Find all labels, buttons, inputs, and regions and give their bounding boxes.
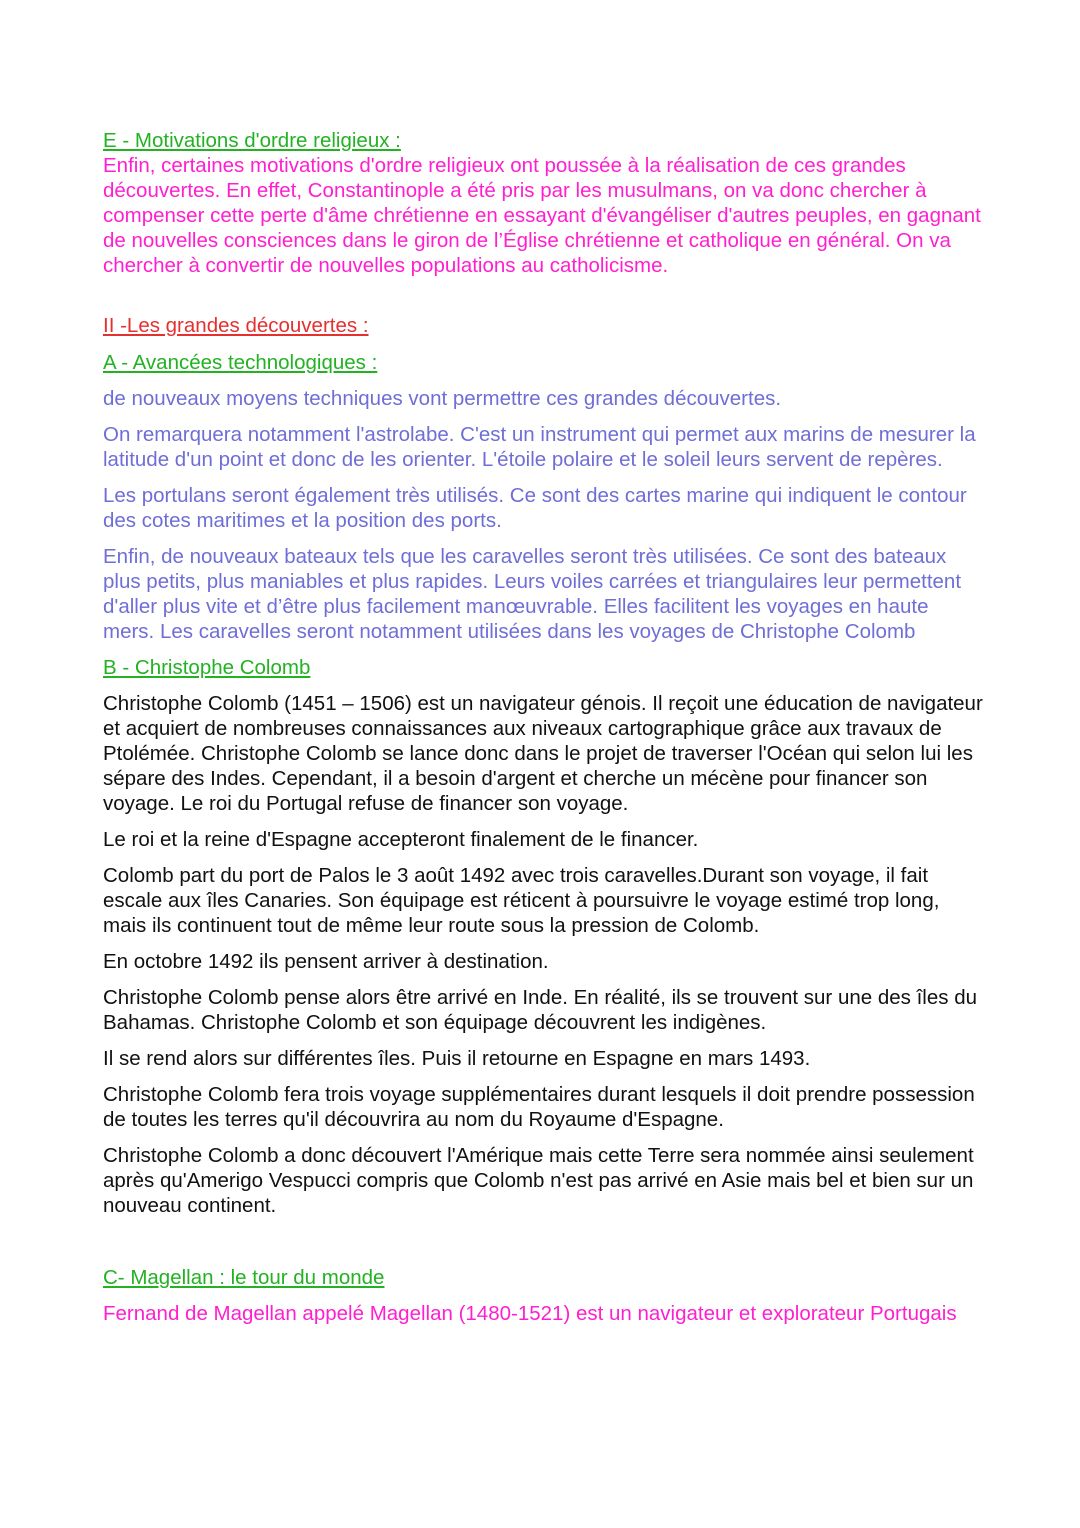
section-a-heading: A - Avancées technologiques : (103, 351, 378, 374)
section-b-paragraph-5: Christophe Colomb pense alors être arrivé en Inde. En réalité, ils se trouvent sur une des îles du Bahamas. Christophe Colomb et son équipage découvrent les indigènes. (103, 986, 977, 1034)
section-b-paragraph-8: Christophe Colomb a donc découvert l'Amérique mais cette Terre sera nommée ainsi seulement après qu'Amerigo Vespucci compris que Colomb n'est pas arrivé en Asie mais bel et bien sur un nouveau continent. (103, 1144, 974, 1217)
document-page (103, 128, 983, 1326)
section-b-paragraph-2: Le roi et la reine d'Espagne accepteront finalement de le financer. (103, 828, 699, 851)
section-a-paragraph-1: de nouveaux moyens techniques vont permettre ces grandes découvertes. (103, 387, 782, 410)
section-e-heading: E - Motivations d'ordre religieux : (103, 129, 401, 152)
section-b-paragraph-1: Christophe Colomb (1451 – 1506) est un navigateur génois. Il reçoit une éducation de navigateur et acquiert de nombreuses connaissances aux niveaux cartographique grâce aux travaux de Ptolémée. Christophe Colomb se lance donc dans le projet de traverser l'Océan qui selon lui les sépare des Indes. Cependant, il a besoin d'argent et cherche un mécène pour financer son voyage. Le roi du Portugal refuse de financer son voyage. (103, 692, 983, 815)
section-a-paragraph-4: Enfin, de nouveaux bateaux tels que les caravelles seront très utilisées. Ce sont des bateaux plus petits, plus maniables et plus rapides. Leurs voiles carrées et triangulaires leur permettent d'aller plus vite et d’être plus facilement manœuvrable. Elles facilitent les voyages en haute mers. Les caravelles seront notamment utilisées dans les voyages de Christophe Colomb (103, 545, 962, 643)
section-b-paragraph-7: Christophe Colomb fera trois voyage supplémentaires durant lesquels il doit prendre possession de toutes les terres qu'il découvrira au nom du Royaume d'Espagne. (103, 1083, 975, 1131)
section-e-paragraph: Enfin, certaines motivations d'ordre religieux ont poussée à la réalisation de ces grandes découvertes. En effet, Constantinople a été pris par les musulmans, on va donc chercher à compenser cette perte d'âme chrétienne en essayant d'évangéliser d'autres peuples, en gagnant de nouvelles consciences dans le giron de l’Église chrétienne et catholique en général. On va chercher à convertir de nouvelles populations au catholicisme. (103, 154, 981, 277)
section-c-paragraph: Fernand de Magellan appelé Magellan (1480-1521) est un navigateur et explorateur Portugais (103, 1302, 957, 1325)
section-b-paragraph-6: Il se rend alors sur différentes îles. Puis il retourne en Espagne en mars 1493. (103, 1047, 811, 1070)
section-b-paragraph-3: Colomb part du port de Palos le 3 août 1492 avec trois caravelles.Durant son voyage, il fait escale aux îles Canaries. Son équipage est réticent à poursuivre le voyage estimé trop long, mais ils continuent tout de même leur route sous la pression de Colomb. (103, 864, 940, 937)
section-a-paragraph-2: On remarquera notamment l'astrolabe. C'est un instrument qui permet aux marins de mesurer la latitude d'un point et donc de les orienter. L'étoile polaire et le soleil leurs servent de repères. (103, 423, 976, 471)
section-a-paragraph-3: Les portulans seront également très utilisés. Ce sont des cartes marine qui indiquent le contour des cotes maritimes et la position des ports. (103, 484, 967, 532)
section-b-heading: B - Christophe Colomb (103, 656, 311, 679)
section-b-paragraph-4: En octobre 1492 ils pensent arriver à destination. (103, 950, 549, 973)
section-ii-heading: II -Les grandes découvertes : (103, 314, 369, 337)
section-c-heading: C- Magellan : le tour du monde (103, 1266, 385, 1289)
